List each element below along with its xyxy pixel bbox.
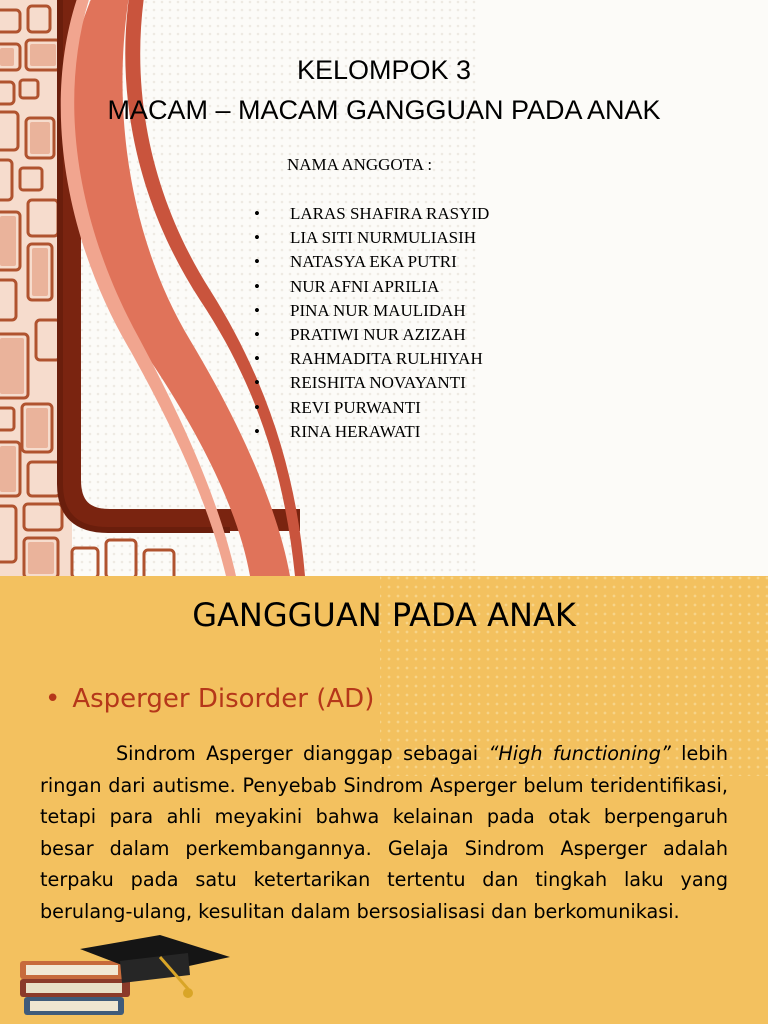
body-paragraph: [40, 738, 728, 927]
bullet-icon: •: [254, 252, 260, 272]
bullet-icon: •: [254, 325, 260, 345]
slide-title-line-1: KELOMPOK 3: [296, 55, 472, 85]
body-text-start: Sindrom Asperger dianggap sebagai: [116, 742, 489, 765]
list-item: • PINA NUR MAULIDAH: [250, 299, 489, 323]
bullet-icon: •: [45, 684, 61, 714]
list-item: • NATASYA EKA PUTRI: [250, 250, 489, 274]
body-quote: “High functioning”: [488, 742, 671, 765]
bullet-icon: •: [254, 349, 260, 369]
bullet-icon: •: [254, 397, 260, 417]
list-item: • NUR AFNI APRILIA: [250, 275, 489, 299]
bullet-icon: •: [254, 421, 260, 441]
slide-2: [0, 576, 768, 1024]
subtitle-text: Asperger Disorder (AD): [72, 684, 375, 714]
list-item: • LARAS SHAFIRA RASYID: [250, 202, 489, 226]
bullet-icon: •: [254, 373, 260, 393]
books-graduation-cap-icon: [20, 931, 260, 1024]
list-item: • RINA HERAWATI: [250, 420, 489, 444]
subtitle-asperger: [45, 684, 374, 714]
list-item: • REISHITA NOVAYANTI: [250, 371, 489, 395]
slide-title-line-2: MACAM – MACAM GANGGUAN PADA ANAK: [107, 95, 661, 125]
list-item: • REVI PURWANTI: [250, 396, 489, 420]
bullet-icon: •: [254, 300, 260, 320]
list-item: • RAHMADITA RULHIYAH: [250, 347, 489, 371]
bullet-icon: •: [254, 276, 260, 296]
members-label: NAMA ANGGOTA :: [287, 155, 433, 174]
members-list: [250, 202, 489, 444]
body-text-rest: lebih ringan dari autisme. Penyebab Sindrom Asperger belum teridentifikasi, tetapi para ahli meyakini bahwa kelainan pada otak berpengaruh besar dalam perkembangannya. Gelaja Sindrom Asperger adalah terpaku pada satu ketertarikan tertentu dan tingkah laku yang berulang-ulang, kesulitan dalam bersosialisasi dan berkomunikasi.: [40, 742, 728, 923]
bullet-icon: •: [254, 228, 260, 248]
list-item: • PRATIWI NUR AZIZAH: [250, 323, 489, 347]
slide-2-title: GANGGUAN PADA ANAK: [192, 596, 576, 634]
list-item: • LIA SITI NURMULIASIH: [250, 226, 489, 250]
bullet-icon: •: [254, 204, 260, 223]
